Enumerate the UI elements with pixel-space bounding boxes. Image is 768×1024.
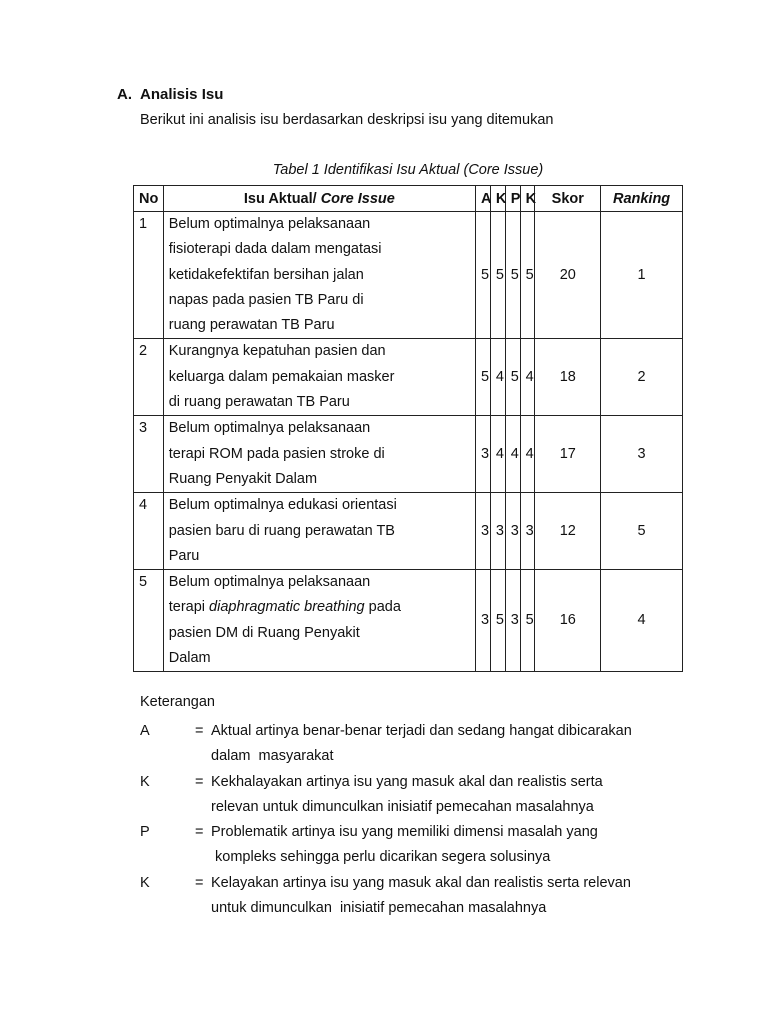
issue-line: fisioterapi dada dalam mengatasi [168, 241, 382, 258]
legend-text: Aktual artinya benar-benar terjadi dan sedang hangat dibicarakan [211, 723, 632, 739]
issue-line: Belum optimalnya pelaksanaan [168, 216, 371, 232]
row-k2: 4 [520, 339, 535, 416]
row-issue [163, 416, 475, 493]
issue-line: Kurangnya kepatuhan pasien dan [168, 343, 386, 360]
legend-text: Problematik artinya isu yang memiliki dimensi masalah yang [211, 824, 598, 841]
issue-line: Belum optimalnya pelaksanaan [168, 574, 371, 591]
legend-item [140, 770, 681, 821]
row-k1: 4 [490, 339, 505, 416]
row-a: 3 [476, 570, 491, 672]
row-k2: 4 [520, 416, 535, 493]
legend-item [140, 719, 681, 770]
header-skor: Skor [535, 186, 601, 212]
row-ranking: 4 [601, 570, 683, 672]
legend-key: P [140, 824, 150, 841]
legend-equals: = [195, 723, 204, 739]
row-skor: 16 [535, 570, 601, 672]
row-p: 4 [505, 416, 520, 493]
header-k2: K [520, 186, 535, 212]
row-issue [163, 570, 475, 672]
header-k1: K [490, 186, 505, 212]
table-row [134, 570, 683, 672]
issue-line: pasien DM di Ruang Penyakit [168, 624, 360, 641]
legend-text: relevan untuk dimunculkan inisiatif pemecahan masalahnya [211, 798, 594, 815]
header-issue-italic: Core Issue [320, 190, 395, 207]
section-heading [117, 86, 223, 103]
table-row [134, 493, 683, 570]
legend-equals: = [195, 874, 204, 891]
row-no: 4 [134, 493, 164, 570]
issue-line [169, 595, 470, 620]
issue-line: napas pada pasien TB Paru di [168, 291, 364, 308]
legend-title: Keterangan [140, 694, 215, 710]
row-no: 5 [134, 570, 164, 672]
issue-text: pada [364, 599, 401, 616]
legend-key: A [140, 723, 150, 739]
row-issue [163, 339, 475, 416]
issue-line: ruang perawatan TB Paru [168, 317, 335, 334]
issue-line: pasien baru di ruang perawatan TB [168, 522, 395, 539]
issue-line: Ruang Penyakit Dalam [168, 470, 318, 487]
legend-equals: = [195, 773, 204, 790]
row-k1: 4 [490, 416, 505, 493]
header-a: A [476, 186, 491, 212]
section-letter: A. [117, 86, 132, 103]
row-skor: 20 [535, 212, 601, 339]
legend-key: K [140, 773, 150, 790]
issue-line: di ruang perawatan TB Paru [168, 394, 350, 411]
legend-item [140, 820, 681, 871]
table-row [134, 212, 683, 339]
row-no: 3 [134, 416, 164, 493]
header-issue [163, 186, 475, 212]
row-skor: 12 [535, 493, 601, 570]
header-no: No [134, 186, 164, 212]
issue-italic-term: diaphragmatic breathing [209, 599, 365, 616]
issue-line: Belum optimalnya pelaksanaan [168, 420, 371, 437]
table-header-row [134, 186, 683, 212]
row-issue [163, 212, 475, 339]
legend-item [140, 871, 681, 922]
issue-line: terapi ROM pada pasien stroke di [168, 445, 385, 462]
row-k2: 3 [520, 493, 535, 570]
issue-text: terapi [168, 599, 210, 616]
table-row [134, 416, 683, 493]
row-k2: 5 [520, 570, 535, 672]
legend-text: kompleks sehingga perlu dicarikan segera solusinya [211, 849, 551, 866]
row-ranking: 2 [601, 339, 683, 416]
row-k1: 5 [490, 570, 505, 672]
row-k2: 5 [520, 212, 535, 339]
issue-line: keluarga dalam pemakaian masker [168, 368, 395, 385]
row-no: 1 [134, 212, 164, 339]
row-a: 5 [476, 212, 491, 339]
issue-table [133, 185, 683, 672]
issue-line: Paru [168, 547, 200, 564]
row-k1: 3 [490, 493, 505, 570]
row-skor: 17 [535, 416, 601, 493]
row-ranking: 3 [601, 416, 683, 493]
issue-line: Dalam [168, 650, 211, 667]
issue-line: Belum optimalnya edukasi orientasi [168, 497, 397, 514]
row-a: 3 [476, 416, 491, 493]
row-p: 5 [505, 212, 520, 339]
row-a: 5 [476, 339, 491, 416]
row-k1: 5 [490, 212, 505, 339]
legend-key: K [140, 874, 150, 891]
row-p: 3 [505, 570, 520, 672]
row-skor: 18 [535, 339, 601, 416]
intro-paragraph: Berikut ini analisis isu berdasarkan deskripsi isu yang ditemukan [140, 112, 554, 128]
issue-line: ketidakefektifan bersihan jalan [168, 266, 364, 283]
legend-text: dalam masyarakat [211, 748, 334, 765]
header-issue-text: Isu Aktual/ [243, 190, 321, 207]
legend-text: Kelayakan artinya isu yang masuk akal dan realistis serta relevan [211, 874, 631, 891]
row-ranking: 5 [601, 493, 683, 570]
row-ranking: 1 [601, 212, 683, 339]
header-ranking: Ranking [601, 186, 683, 212]
row-p: 5 [505, 339, 520, 416]
section-title: Analisis Isu [140, 86, 224, 103]
row-issue [163, 493, 475, 570]
table-row [134, 339, 683, 416]
legend-text: Kekhalayakan artinya isu yang masuk akal dan realistis serta [211, 773, 603, 790]
table-caption: Tabel 1 Identifikasi Isu Aktual (Core Issue) [272, 162, 544, 178]
row-no: 2 [134, 339, 164, 416]
header-p: P [505, 186, 520, 212]
legend-equals: = [195, 824, 204, 841]
row-p: 3 [505, 493, 520, 570]
legend-text: untuk dimunculkan inisiatif pemecahan masalahnya [211, 900, 547, 917]
row-a: 3 [476, 493, 491, 570]
legend [140, 694, 681, 921]
